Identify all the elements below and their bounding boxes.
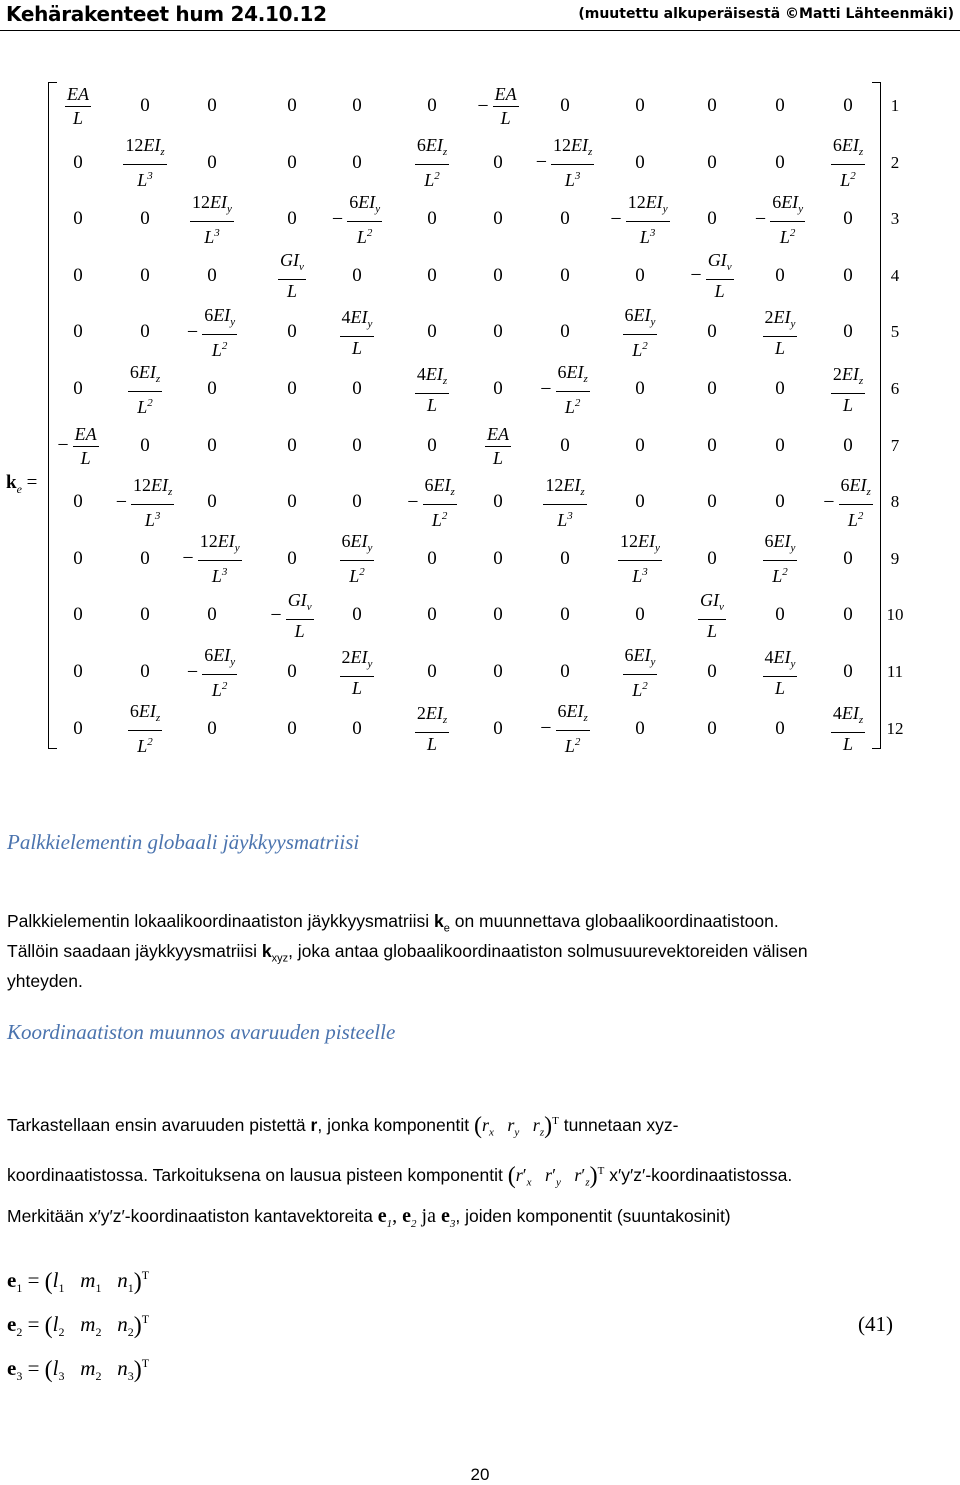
matrix-cell-fraction: $\frac{4EI_z}{L}$ xyxy=(832,703,864,755)
matrix-cell-zero: 0 xyxy=(73,321,83,343)
line-point-components: Tarkastellaan ensin avaruuden pistettä r, jonka komponentit ($r_x$ $r_y$ $r_z)^T$ tunnetaan xyz- xyxy=(7,1113,679,1139)
page-number: 20 xyxy=(470,1465,490,1484)
matrix-cell-fraction: $\frac{6EI_z}{L^2}$ xyxy=(416,135,448,191)
matrix-cell-zero: 0 xyxy=(287,547,297,569)
matrix-cell-zero: 0 xyxy=(352,434,362,456)
matrix-cell-zero: 0 xyxy=(493,208,503,230)
matrix-cell-zero: 0 xyxy=(635,264,645,286)
matrix-cell-zero: 0 xyxy=(775,434,785,456)
matrix-cell-zero: 0 xyxy=(352,378,362,399)
matrix-cell-fraction: $\frac{2EI_z}{L}$ xyxy=(416,703,448,755)
matrix-row-index: 6 xyxy=(890,379,900,398)
matrix-cell-zero: 0 xyxy=(707,717,717,739)
matrix-cell-zero: 0 xyxy=(73,604,83,626)
matrix-cell-zero: 0 xyxy=(843,321,853,343)
paragraph-2: Tällöin saadaan jäykkyysmatriisi $k_{xyz}$, joka antaa globaalikoordinaatiston solmusuurevektoreiden välisen xyxy=(7,941,808,965)
matrix-cell-fraction: $\frac{6EI_y}{L^2}$ xyxy=(341,531,373,587)
matrix-cell-fraction: $\frac{6EI_z}{L^2}$ xyxy=(129,361,161,417)
matrix-cell-zero: 0 xyxy=(775,378,785,399)
matrix-cell-fraction: $\frac{4EI_y}{L}$ xyxy=(341,306,373,358)
matrix-cell-zero: 0 xyxy=(207,95,217,116)
matrix-cell-zero: 0 xyxy=(707,661,717,682)
matrix-cell-zero: 0 xyxy=(140,321,150,343)
matrix-cell-fraction: − $\frac{6EI_y}{L^2}$ xyxy=(754,191,804,247)
matrix-cell-zero: 0 xyxy=(427,321,437,343)
matrix-cell-fraction: $\frac{4EI_y}{L}$ xyxy=(764,646,796,698)
matrix-cell-fraction: $\frac{6EI_y}{L^2}$ xyxy=(764,531,796,587)
heading-global-stiffness: Palkkielementin globaali jäykkyysmatriisi xyxy=(7,830,360,854)
matrix-cell-zero: 0 xyxy=(427,208,437,230)
matrix-cell-zero: 0 xyxy=(352,151,362,173)
matrix-cell-zero: 0 xyxy=(493,547,503,569)
matrix-cell-zero: 0 xyxy=(207,717,217,739)
matrix-cell-zero: 0 xyxy=(493,321,503,343)
page-header xyxy=(0,0,960,31)
heading-coordinate-transform: Koordinaatiston muunnos avaruuden pisteelle xyxy=(7,1020,396,1044)
matrix-cell-fraction: − $\frac{6EI_z}{L^2}$ xyxy=(823,474,871,530)
matrix-cell-zero: 0 xyxy=(287,208,297,230)
matrix-cell-zero: 0 xyxy=(207,604,217,626)
matrix-cell-fraction: $\frac{2EI_y}{L}$ xyxy=(341,646,373,698)
matrix-cell-zero: 0 xyxy=(352,491,362,513)
matrix-cell-fraction: $\frac{EA}{L}$ xyxy=(487,423,509,468)
matrix-cell-zero: 0 xyxy=(73,661,83,682)
matrix-cell-fraction: $\frac{2EI_z}{L}$ xyxy=(832,363,864,415)
matrix-cell-zero: 0 xyxy=(775,95,785,116)
matrix-cell-zero: 0 xyxy=(287,321,297,343)
matrix-cell-fraction: − $\frac{GI_v}{L}$ xyxy=(690,250,732,302)
matrix-cell-zero: 0 xyxy=(287,151,297,173)
matrix-cell-zero: 0 xyxy=(73,717,83,739)
matrix-cell-zero: 0 xyxy=(843,434,853,456)
matrix-cell-zero: 0 xyxy=(352,264,362,286)
matrix-cell-zero: 0 xyxy=(287,434,297,456)
matrix-cell-zero: 0 xyxy=(843,547,853,569)
matrix-cell-zero: 0 xyxy=(707,321,717,343)
matrix-cell-zero: 0 xyxy=(560,661,570,682)
matrix-cell-zero: 0 xyxy=(560,321,570,343)
matrix-cell-zero: 0 xyxy=(493,378,503,399)
line-basis-vectors: Merkitään x′y′z′-koordinaatiston kantavektoreita $e_1$, $e_2$ ja $e_3$, joiden komponentit (suuntakosinit) xyxy=(7,1205,731,1230)
matrix-row-index: 10 xyxy=(886,605,904,625)
matrix-cell-zero: 0 xyxy=(560,264,570,286)
matrix-cell-zero: 0 xyxy=(635,717,645,739)
matrix-cell-fraction: $\frac{12EI_z}{L^3}$ xyxy=(545,474,585,530)
matrix-cell-zero: 0 xyxy=(493,264,503,286)
matrix-row-index: 3 xyxy=(890,209,900,229)
matrix-cell-zero: 0 xyxy=(635,95,645,116)
equation-number: (41) xyxy=(858,1312,893,1336)
matrix-cell-zero: 0 xyxy=(493,717,503,739)
matrix-row-index: 9 xyxy=(890,548,900,568)
matrix-cell-fraction: − $\frac{EA}{L}$ xyxy=(57,423,97,468)
header-attribution: (muutettu alkuperäisestä ©Matti Lähteenmäki) xyxy=(578,6,954,22)
line-transformed-components: koordinaatistossa. Tarkoituksena on lausua pisteen komponentit ($r'_x$ $r'_y$ $r'_z)^T$ x′y′z′-koordinaatistossa. xyxy=(7,1163,793,1189)
equation-e1: $e_1 = (l_1$ $m_1$ $n_1)^T$ xyxy=(7,1268,150,1296)
matrix-cell-zero: 0 xyxy=(560,208,570,230)
matrix-cell-zero: 0 xyxy=(560,604,570,626)
matrix-cell-fraction: $\frac{6EI_z}{L^2}$ xyxy=(832,135,864,191)
matrix-cell-zero: 0 xyxy=(635,151,645,173)
matrix-cell-zero: 0 xyxy=(775,264,785,286)
matrix-cell-zero: 0 xyxy=(287,491,297,513)
matrix-cell-zero: 0 xyxy=(140,547,150,569)
matrix-cell-zero: 0 xyxy=(352,717,362,739)
matrix-cell-zero: 0 xyxy=(493,151,503,173)
matrix-cell-zero: 0 xyxy=(140,434,150,456)
matrix-cell-fraction: $\frac{EA}{L}$ xyxy=(67,84,89,128)
matrix-cell-fraction: $\frac{12EI_y}{L^3}$ xyxy=(192,191,232,247)
matrix-row-index: 8 xyxy=(890,492,900,512)
matrix-cell-zero: 0 xyxy=(427,434,437,456)
matrix-cell-fraction: − $\frac{6EI_z}{L^2}$ xyxy=(540,701,588,757)
matrix-cell-zero: 0 xyxy=(207,264,217,286)
equation-e2: $e_2 = (l_2$ $m_2$ $n_2)^T$ xyxy=(7,1312,150,1340)
matrix-cell-fraction: $\frac{2EI_y}{L}$ xyxy=(764,306,796,358)
matrix-cell-zero: 0 xyxy=(843,95,853,116)
matrix-cell-zero: 0 xyxy=(775,151,785,173)
matrix-cell-zero: 0 xyxy=(207,434,217,456)
matrix-cell-zero: 0 xyxy=(140,661,150,682)
matrix-cell-zero: 0 xyxy=(73,264,83,286)
matrix-row-index: 4 xyxy=(890,265,900,285)
matrix-cell-fraction: − $\frac{6EI_z}{L^2}$ xyxy=(540,361,588,417)
matrix-cell-fraction: $\frac{GI_v}{L}$ xyxy=(280,250,304,302)
matrix-row-index: 1 xyxy=(890,96,900,115)
matrix-cell-fraction: $\frac{GI_v}{L}$ xyxy=(700,589,724,641)
matrix-cell-fraction: $\frac{4EI_z}{L}$ xyxy=(416,363,448,415)
matrix-cell-zero: 0 xyxy=(843,208,853,230)
matrix-cell-zero: 0 xyxy=(73,491,83,513)
matrix-cell-zero: 0 xyxy=(140,264,150,286)
matrix-cell-zero: 0 xyxy=(352,95,362,116)
matrix-cell-zero: 0 xyxy=(427,547,437,569)
matrix-row-index: 12 xyxy=(886,718,904,738)
matrix-cell-zero: 0 xyxy=(493,491,503,513)
matrix-cell-zero: 0 xyxy=(427,95,437,116)
matrix-cell-zero: 0 xyxy=(207,151,217,173)
matrix-cell-zero: 0 xyxy=(73,151,83,173)
matrix-cell-fraction: − $\frac{12EI_z}{L^3}$ xyxy=(115,474,173,530)
matrix-cell-zero: 0 xyxy=(843,604,853,626)
matrix-cell-zero: 0 xyxy=(140,208,150,230)
matrix-cell-zero: 0 xyxy=(73,208,83,230)
paragraph-1: Palkkielementin lokaalikoordinaatiston jäykkyysmatriisi $k_e$ on muunnettava globaalikoordinaatistoon. xyxy=(7,911,779,935)
matrix-cell-zero: 0 xyxy=(707,491,717,513)
equation-e3: $e_3 = (l_3$ $m_2$ $n_3)^T$ xyxy=(7,1356,150,1384)
matrix-cell-zero: 0 xyxy=(843,661,853,682)
paragraph-3: yhteyden. xyxy=(7,971,83,991)
matrix-cell-fraction: $\frac{6EI_y}{L^2}$ xyxy=(624,304,656,360)
matrix-cell-fraction: − $\frac{6EI_z}{L^2}$ xyxy=(407,474,455,530)
matrix-cell-fraction: $\frac{12EI_y}{L^3}$ xyxy=(620,531,660,587)
matrix-cell-zero: 0 xyxy=(707,208,717,230)
matrix-cell-zero: 0 xyxy=(427,264,437,286)
matrix-cell-zero: 0 xyxy=(560,95,570,116)
matrix-cell-fraction: − $\frac{EA}{L}$ xyxy=(477,84,517,128)
matrix-cell-fraction: − $\frac{12EI_y}{L^3}$ xyxy=(182,531,240,587)
matrix-cell-fraction: − $\frac{GI_v}{L}$ xyxy=(270,589,312,641)
matrix-cell-zero: 0 xyxy=(707,547,717,569)
matrix-cell-zero: 0 xyxy=(635,434,645,456)
matrix-cell-zero: 0 xyxy=(843,264,853,286)
matrix-cell-zero: 0 xyxy=(775,717,785,739)
matrix-cell-zero: 0 xyxy=(493,604,503,626)
matrix-cell-zero: 0 xyxy=(427,661,437,682)
matrix-cell-zero: 0 xyxy=(287,717,297,739)
matrix-cell-zero: 0 xyxy=(775,491,785,513)
matrix-cell-zero: 0 xyxy=(73,378,83,399)
matrix-row-index: 11 xyxy=(886,662,904,681)
matrix-cell-zero: 0 xyxy=(560,434,570,456)
matrix-cell-zero: 0 xyxy=(707,378,717,399)
matrix-row-index: 7 xyxy=(890,435,900,455)
matrix-row-index: 2 xyxy=(890,152,900,172)
matrix-cell-zero: 0 xyxy=(427,604,437,626)
matrix-cell-fraction: − $\frac{6EI_y}{L^2}$ xyxy=(186,304,236,360)
matrix-cell-zero: 0 xyxy=(635,491,645,513)
matrix-cell-zero: 0 xyxy=(140,95,150,116)
matrix-cell-fraction: − $\frac{6EI_y}{L^2}$ xyxy=(331,191,381,247)
header-title: Kehärakenteet hum 24.10.12 xyxy=(6,2,327,26)
matrix-cell-zero: 0 xyxy=(207,378,217,399)
matrix-cell-zero: 0 xyxy=(635,604,645,626)
matrix-cell-zero: 0 xyxy=(207,491,217,513)
matrix-cell-zero: 0 xyxy=(352,604,362,626)
matrix-cell-fraction: $\frac{12EI_z}{L^3}$ xyxy=(125,135,165,191)
matrix-cell-zero: 0 xyxy=(287,661,297,682)
matrix-row-index: 5 xyxy=(890,322,900,342)
matrix-cell-fraction: − $\frac{12EI_y}{L^3}$ xyxy=(610,191,668,247)
matrix-cell-zero: 0 xyxy=(73,547,83,569)
matrix-cell-zero: 0 xyxy=(493,661,503,682)
matrix-cell-zero: 0 xyxy=(635,378,645,399)
matrix-cell-zero: 0 xyxy=(140,604,150,626)
matrix-cell-zero: 0 xyxy=(287,95,297,116)
matrix-cell-fraction: − $\frac{12EI_z}{L^3}$ xyxy=(535,135,593,191)
matrix-cell-fraction: $\frac{6EI_z}{L^2}$ xyxy=(129,701,161,757)
matrix-cell-fraction: $\frac{6EI_y}{L^2}$ xyxy=(624,644,656,700)
stiffness-matrix xyxy=(0,70,960,760)
matrix-cell-zero: 0 xyxy=(707,95,717,116)
matrix-cell-zero: 0 xyxy=(775,604,785,626)
matrix-cell-fraction: − $\frac{6EI_y}{L^2}$ xyxy=(186,644,236,700)
matrix-cell-zero: 0 xyxy=(707,434,717,456)
matrix-symbol: $k_e$ = xyxy=(6,472,38,496)
matrix-cell-zero: 0 xyxy=(560,547,570,569)
matrix-cell-zero: 0 xyxy=(287,378,297,399)
matrix-cell-zero: 0 xyxy=(707,151,717,173)
